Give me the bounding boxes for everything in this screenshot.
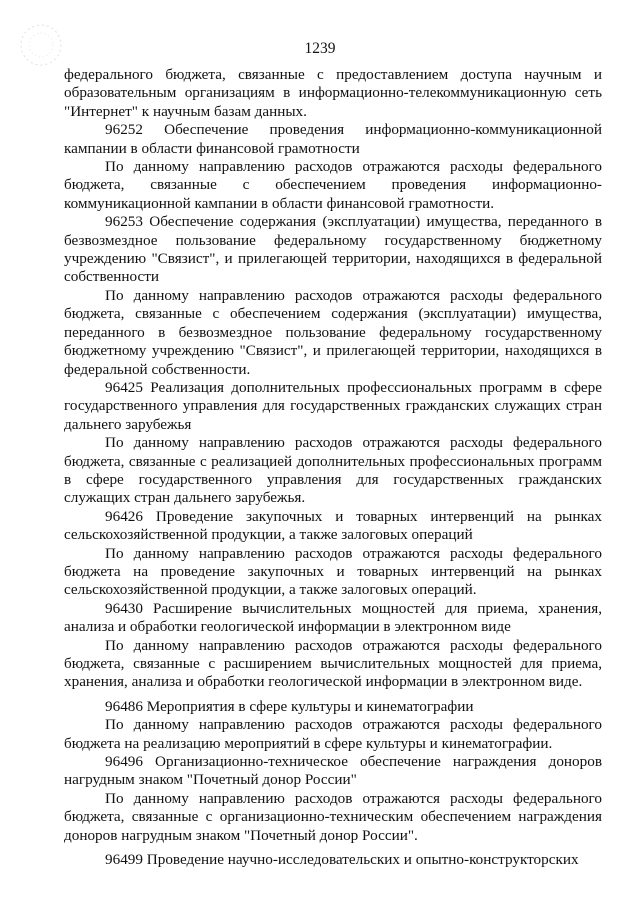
paragraph-continuation: федерального бюджета, связанные с предоставлением доступа научным и образовательным организациям в информационно-телекоммуникационную сеть "Интернет" к научным базам данных. [64,66,602,120]
paragraph-96252: По данному направлению расходов отражаются расходы федерального бюджета, связанные с обеспечением проведения информационно-коммуникационной кампании в области финансовой грамотности. [64,158,602,212]
heading-96253: 96253 Обеспечение содержания (эксплуатации) имущества, переданного в безвозмездное пользование федеральному государственному бюджетному учреждению "Связист", и прилегающей территории, находящихся в федеральной собственности [64,213,602,286]
heading-96430: 96430 Расширение вычислительных мощностей для приема, хранения, анализа и обработки геологической информации в электронном виде [64,599,602,636]
paragraph-96496: По данному направлению расходов отражаются расходы федерального бюджета, связанные с организационно-техническим обеспечением награждения доноров нагрудным знаком "Почетный донор России". [64,789,602,844]
paragraph-96253: По данному направлению расходов отражаются расходы федерального бюджета, связанные с обеспечением содержания (эксплуатации) имущества, переданного в безвозмездное пользование федеральному государственному бюджетному учреждению "Связист", и прилегающей территории, находящихся в федеральной собственности. [64,286,602,378]
heading-96252: 96252 Обеспечение проведения информационно-коммуникационной кампании в области финансовой грамотности [64,121,602,157]
heading-96486: 96486 Мероприятия в сфере культуры и кинематографии [105,697,474,715]
paragraph-96425: По данному направлению расходов отражаются расходы федерального бюджета, связанные с реализацией дополнительных профессиональных программ в сфере государственного управления для государственных гражданских служащих стран дальнего зарубежья. [64,434,602,507]
document-body [64,66,602,869]
page-number: 1239 [304,40,336,57]
heading-96425: 96425 Реализация дополнительных профессиональных программ в сфере государственного управления для государственных гражданских служащих стран дальнего зарубежья [64,378,602,433]
heading-96499: 96499 Проведение научно-исследовательских и опытно-конструкторских [105,851,579,869]
heading-96496: 96496 Организационно-техническое обеспечение награждения доноров нагрудным знаком "Почетный донор России" [64,753,602,789]
paragraph-96426: По данному направлению расходов отражаются расходы федерального бюджета на проведение закупочных и товарных интервенций на рынках сельскохозяйственной продукции, а также залоговых операций. [64,544,602,599]
paragraph-96486: По данному направлению расходов отражаются расходы федерального бюджета на реализацию мероприятий в сфере культуры и кинематографии. [64,716,602,752]
heading-96426: 96426 Проведение закупочных и товарных интервенций на рынках сельскохозяйственной продукции, а также залоговых операций [64,507,602,544]
paragraph-96430: По данному направлению расходов отражаются расходы федерального бюджета, связанные с расширением вычислительных мощностей для приема, хранения, анализа и обработки геологической информации в электронном виде. [64,636,602,691]
